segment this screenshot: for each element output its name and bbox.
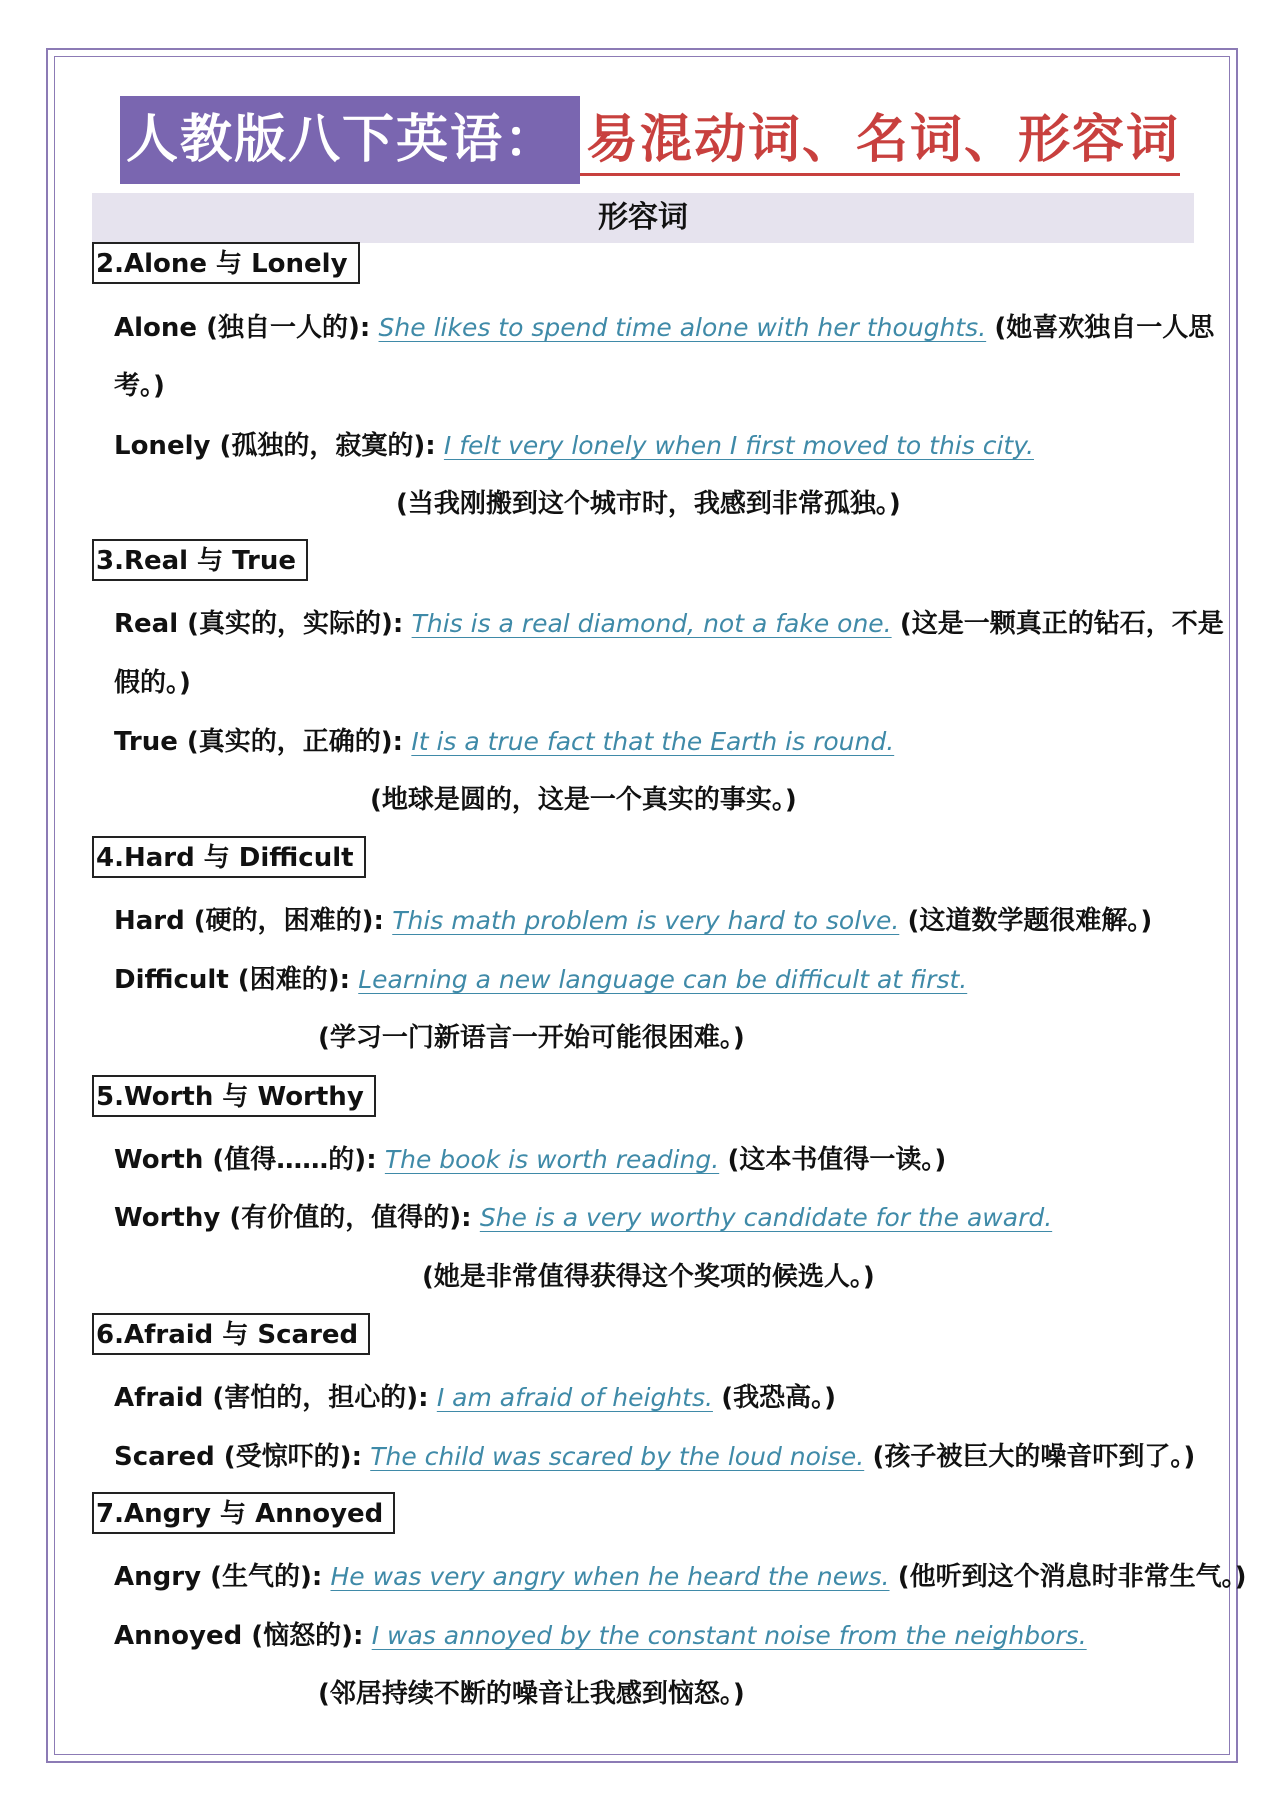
entry-term: Afraid (害怕的，担心的):: [114, 1383, 429, 1413]
translation-cont: 假的。): [114, 668, 191, 698]
example-sentence: It is a true fact that the Earth is round.: [411, 727, 895, 756]
entry-term: Annoyed (恼怒的):: [114, 1621, 364, 1651]
example-sentence: She likes to spend time alone with her thoughts.: [378, 313, 987, 342]
group-heading-alone-lonely: 2.Alone 与 Lonely: [92, 242, 360, 284]
translation: (她喜欢独自一人思: [994, 313, 1215, 343]
example-sentence: I was annoyed by the constant noise from the neighbors.: [371, 1621, 1087, 1650]
entry-term: Worthy (有价值的，值得的):: [114, 1203, 472, 1233]
group-heading-hard-difficult: 4.Hard 与 Difficult: [92, 836, 366, 878]
entry-term: Worth (值得……的):: [114, 1145, 377, 1175]
entry-alone-translation-cont: [114, 368, 165, 404]
entry-afraid: [114, 1380, 836, 1416]
translation: (学习一门新语言一开始可能很困难。): [318, 1023, 745, 1053]
group-heading-worth-worthy: 5.Worth 与 Worthy: [92, 1075, 376, 1117]
translation: (我恐高。): [721, 1383, 836, 1413]
entry-worth: [114, 1142, 946, 1178]
entry-term: Angry (生气的):: [114, 1562, 323, 1592]
entry-term: Hard (硬的，困难的):: [114, 906, 384, 936]
entry-alone: [114, 310, 1214, 346]
entry-real: [114, 606, 1224, 642]
example-sentence: The child was scared by the loud noise.: [370, 1442, 865, 1471]
entry-worthy: [114, 1200, 1052, 1236]
entry-annoyed: [114, 1618, 1087, 1654]
title-right: 易混动词、名词、形容词: [580, 96, 1180, 184]
entry-real-translation-cont: [114, 665, 191, 701]
translation: (她是非常值得获得这个奖项的候选人。): [422, 1262, 875, 1292]
example-sentence: I felt very lonely when I first moved to this city.: [443, 431, 1034, 460]
entry-difficult: [114, 962, 967, 998]
translation: (这道数学题很难解。): [907, 906, 1153, 936]
translation: (地球是圆的，这是一个真实的事实。): [370, 785, 797, 815]
entry-term: True (真实的，正确的):: [114, 727, 404, 757]
entry-true: [114, 724, 894, 760]
example-sentence: She is a very worthy candidate for the award.: [479, 1203, 1053, 1232]
entry-term: Alone (独自一人的):: [114, 313, 371, 343]
translation: (这是一颗真正的钻石，不是: [899, 609, 1224, 639]
example-sentence: This is a real diamond, not a fake one.: [411, 609, 892, 638]
group-heading-afraid-scared: 6.Afraid 与 Scared: [92, 1313, 370, 1355]
translation: (孩子被巨大的噪音吓到了。): [872, 1442, 1196, 1472]
entry-scared: [114, 1439, 1195, 1475]
entry-term: Real (真实的，实际的):: [114, 609, 404, 639]
translation: (当我刚搬到这个城市时，我感到非常孤独。): [396, 489, 901, 519]
section-heading: 形容词: [92, 193, 1194, 243]
example-sentence: Learning a new language can be difficult at first.: [358, 965, 968, 994]
entry-term: Scared (受惊吓的):: [114, 1442, 362, 1472]
example-sentence: I am afraid of heights.: [436, 1383, 713, 1412]
entry-lonely: [114, 428, 1034, 464]
example-sentence: This math problem is very hard to solve.: [392, 906, 900, 935]
example-sentence: The book is worth reading.: [384, 1145, 720, 1174]
entry-hard: [114, 903, 1152, 939]
translation: (这本书值得一读。): [727, 1145, 947, 1175]
page-title: [120, 96, 1180, 184]
group-heading-angry-annoyed: 7.Angry 与 Annoyed: [92, 1492, 395, 1534]
translation-cont: 考。): [114, 371, 165, 401]
translation: (他听到这个消息时非常生气。): [897, 1562, 1247, 1592]
entry-term: Lonely (孤独的，寂寞的):: [114, 431, 436, 461]
entry-term: Difficult (困难的):: [114, 965, 350, 995]
entry-angry: [114, 1559, 1247, 1595]
example-sentence: He was very angry when he heard the news.: [330, 1562, 890, 1591]
translation: (邻居持续不断的噪音让我感到恼怒。): [318, 1679, 745, 1709]
group-heading-real-true: 3.Real 与 True: [92, 539, 308, 581]
title-left: 人教版八下英语：: [120, 96, 580, 184]
